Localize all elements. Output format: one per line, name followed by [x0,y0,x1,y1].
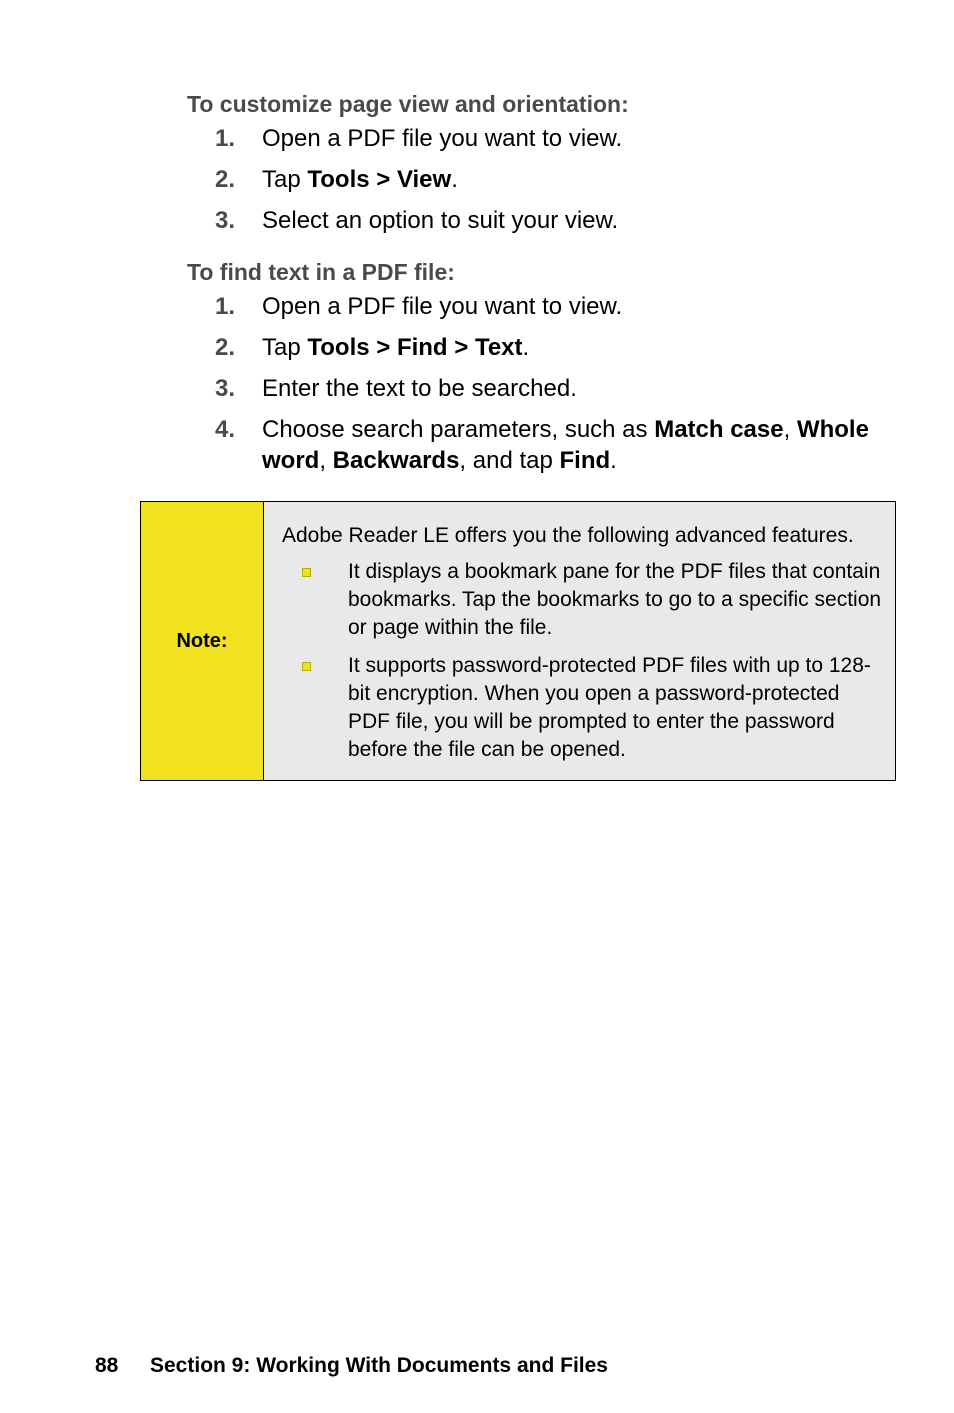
step-text-prefix: Tap [262,166,308,193]
steps-list [187,291,907,476]
step-text: Select an option to suit your view. [262,207,619,234]
section-find-text [187,257,907,486]
step-number: 3. [215,375,236,402]
page-footer [95,1352,608,1380]
step-text-bold: Tools > Find > Text [307,334,523,361]
list-item [187,205,907,236]
step-text-bold: Match case [654,416,784,443]
list-item [187,291,907,322]
step-text: Open a PDF file you want to view. [262,125,623,152]
steps-list [187,123,907,236]
list-item [282,558,883,642]
step-text: Open a PDF file you want to view. [262,293,623,320]
bullet-text: It supports password-protected PDF files with up to 128-bit encryption. When you open a password-protected PDF file, you will be prompted to enter the password before the file can be opened. [348,654,871,761]
step-number: 1. [215,293,236,320]
section-title: Section 9: Working With Documents and Files [150,1354,608,1377]
note-label: Note: [141,502,264,780]
step-text-bold: Whole word [262,416,869,474]
step-text-suffix: . [610,447,617,474]
section-heading: To customize page view and orientation: [187,91,629,117]
list-item [187,164,907,195]
step-text-prefix: Choose search parameters, such as [262,416,655,443]
page-number: 88 [95,1354,119,1377]
step-number: 1. [215,125,236,152]
step-text-suffix: . [522,334,530,361]
list-item [282,652,883,764]
step-text-prefix: Tap [262,334,308,361]
step-number: 4. [215,416,236,443]
step-text-bold: Tools > View [307,166,452,193]
note-box [140,501,896,781]
bullet-text: It displays a bookmark pane for the PDF files that contain bookmarks. Tap the bookmarks to go to a specific section or page within the file. [348,560,882,639]
section-heading: To find text in a PDF file: [187,259,455,285]
step-text-sep: , [319,447,333,474]
note-body [264,502,895,780]
step-number: 2. [215,334,236,361]
step-text-suffix: . [451,166,458,193]
list-item [187,414,907,476]
step-text-bold: Backwards [332,447,460,474]
step-number: 2. [215,166,236,193]
square-bullet-icon [302,568,311,577]
step-number: 3. [215,207,236,234]
step-text-bold: Find [559,447,611,474]
note-intro: Adobe Reader LE offers you the following advanced features. [282,524,854,547]
section-customize-view [187,89,907,246]
list-item [187,373,907,404]
note-bullet-list [282,558,883,764]
square-bullet-icon [302,662,311,671]
list-item [187,332,907,363]
step-text-sep: , and tap [459,447,560,474]
list-item [187,123,907,154]
step-text: Enter the text to be searched. [262,375,577,402]
step-text-sep: , [783,416,797,443]
